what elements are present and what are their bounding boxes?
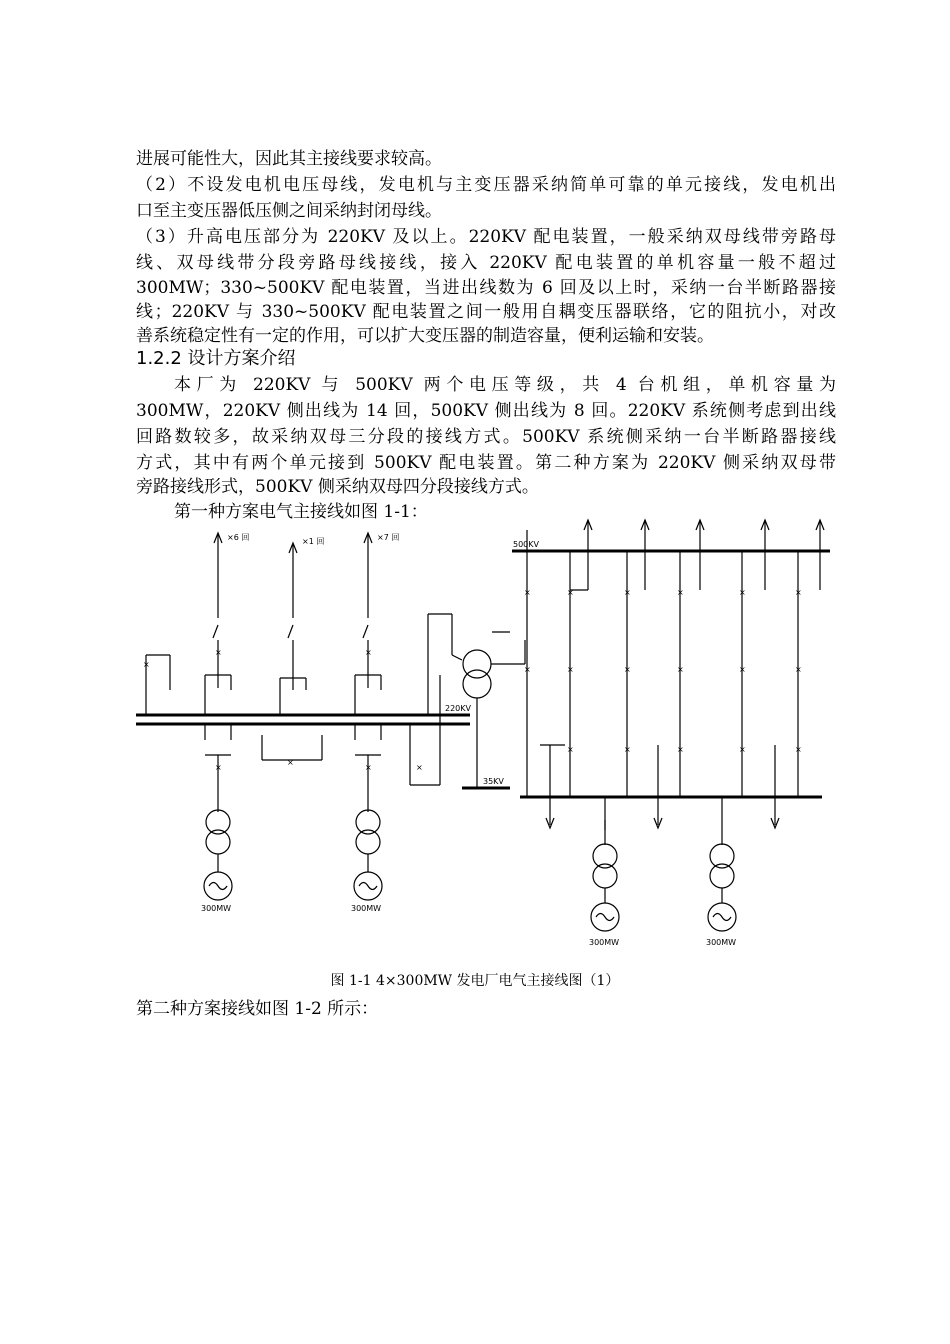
svg-text:×: ×: [287, 758, 294, 767]
svg-text:×: ×: [416, 763, 423, 772]
section-heading: 1.2.2 设计方案介绍: [136, 348, 296, 369]
figure-caption: 图 1-1 4×300MW 发电厂电气主接线图（1）: [330, 973, 620, 989]
paragraph-line: 回路数较多，故采纳双母三分段的接线方式。500KV 系统侧采纳一台半断路器接线: [136, 427, 836, 447]
bus-label-35: 35KV: [483, 777, 504, 786]
svg-text:×: ×: [567, 745, 574, 754]
svg-text:×: ×: [677, 745, 684, 754]
svg-text:×: ×: [795, 745, 802, 754]
paragraph-line: 本厂为 220KV 与 500KV 两个电压等级，共 4 台机组，单机容量为: [174, 375, 836, 395]
svg-text:×: ×: [215, 763, 222, 772]
svg-text:×: ×: [215, 648, 222, 657]
svg-text:×: ×: [739, 665, 746, 674]
feeder-label: ×6 回: [227, 533, 250, 542]
section-breaker: [262, 735, 322, 760]
bypass-branch: [410, 724, 440, 785]
svg-text:×: ×: [365, 648, 372, 657]
paragraph-line: 第二种方案接线如图 1-2 所示：: [136, 999, 379, 1019]
generator-label: 300MW: [589, 938, 620, 947]
svg-text:×: ×: [365, 763, 372, 772]
feeder-220-2: [280, 543, 306, 715]
svg-text:×: ×: [739, 588, 746, 597]
paragraph-line: 第一种方案电气主接线如图 1-1：: [174, 502, 428, 522]
paragraph-line: 方式，其中有两个单元接到 500KV 配电装置。第二种方案为 220KV 侧采纳双母带: [136, 453, 836, 473]
paragraph-line: 进展可能性大，因此其主接线要求较高。: [136, 149, 442, 169]
paragraph-line: （3）升高电压部分为 220KV 及以上。220KV 配电装置，一般采纳双母线带旁路母: [136, 227, 836, 247]
gen-branch-220-2: [354, 724, 382, 900]
paragraph-line: 线、双母线带分段旁路母线接线，接入 220KV 配电装置的单机容量一般不超过: [136, 253, 836, 273]
svg-text:×: ×: [795, 665, 802, 674]
feeder-label: ×7 回: [377, 533, 400, 542]
gen-branch-220-1: [204, 724, 232, 900]
feeder-label: ×1 回: [302, 537, 325, 546]
paragraph-line: 善系统稳定性有一定的作用，可以扩大变压器的制造容量，便利运输和安装。: [136, 326, 714, 346]
svg-text:×: ×: [739, 745, 746, 754]
svg-text:×: ×: [677, 665, 684, 674]
bus-label-500: 500KV: [513, 540, 539, 549]
svg-text:×: ×: [795, 588, 802, 597]
svg-text:×: ×: [567, 588, 574, 597]
string-500-1: [527, 530, 565, 828]
paragraph-line: 口至主变压器低压侧之间采纳封闭母线。: [136, 201, 442, 221]
svg-text:×: ×: [624, 588, 631, 597]
bus-label-220: 220KV: [445, 704, 471, 713]
string-500-4: [654, 520, 704, 828]
generator-label: 300MW: [201, 904, 232, 913]
svg-text:×: ×: [624, 665, 631, 674]
svg-text:×: ×: [524, 588, 531, 597]
paragraph-line: 300MW；330~500KV 配电装置，当进出线数为 6 回及以上时，采纳一台半断路器接: [136, 278, 836, 298]
svg-text:×: ×: [624, 745, 631, 754]
string-500-2: [570, 520, 592, 797]
svg-text:×: ×: [567, 665, 574, 674]
generator-label: 300MW: [351, 904, 382, 913]
paragraph-line: （2）不设发电机电压母线，发电机与主变压器采纳简单可靠的单元接线，发电机出: [136, 175, 836, 195]
string-500-3: [591, 520, 649, 931]
generator-label: 300MW: [706, 938, 737, 947]
paragraph-line: 300MW，220KV 侧出线为 14 回，500KV 侧出线为 8 回。220KV 系统侧考虑到出线: [136, 401, 836, 421]
feeder-220-1: [205, 533, 231, 715]
string-500-6: [771, 520, 824, 828]
feeder-220-3: [355, 533, 381, 715]
svg-text:×: ×: [677, 588, 684, 597]
autotransformer: [463, 632, 525, 788]
string-500-5: [708, 520, 769, 931]
paragraph-line: 线；220KV 与 330~500KV 配电装置之间一般用自耦变压器联络，它的阻抗小，对改: [136, 302, 836, 322]
svg-text:×: ×: [524, 665, 531, 674]
paragraph-line: 旁路接线形式，500KV 侧采纳双母四分段接线方式。: [136, 477, 539, 497]
svg-text:×: ×: [143, 660, 150, 669]
